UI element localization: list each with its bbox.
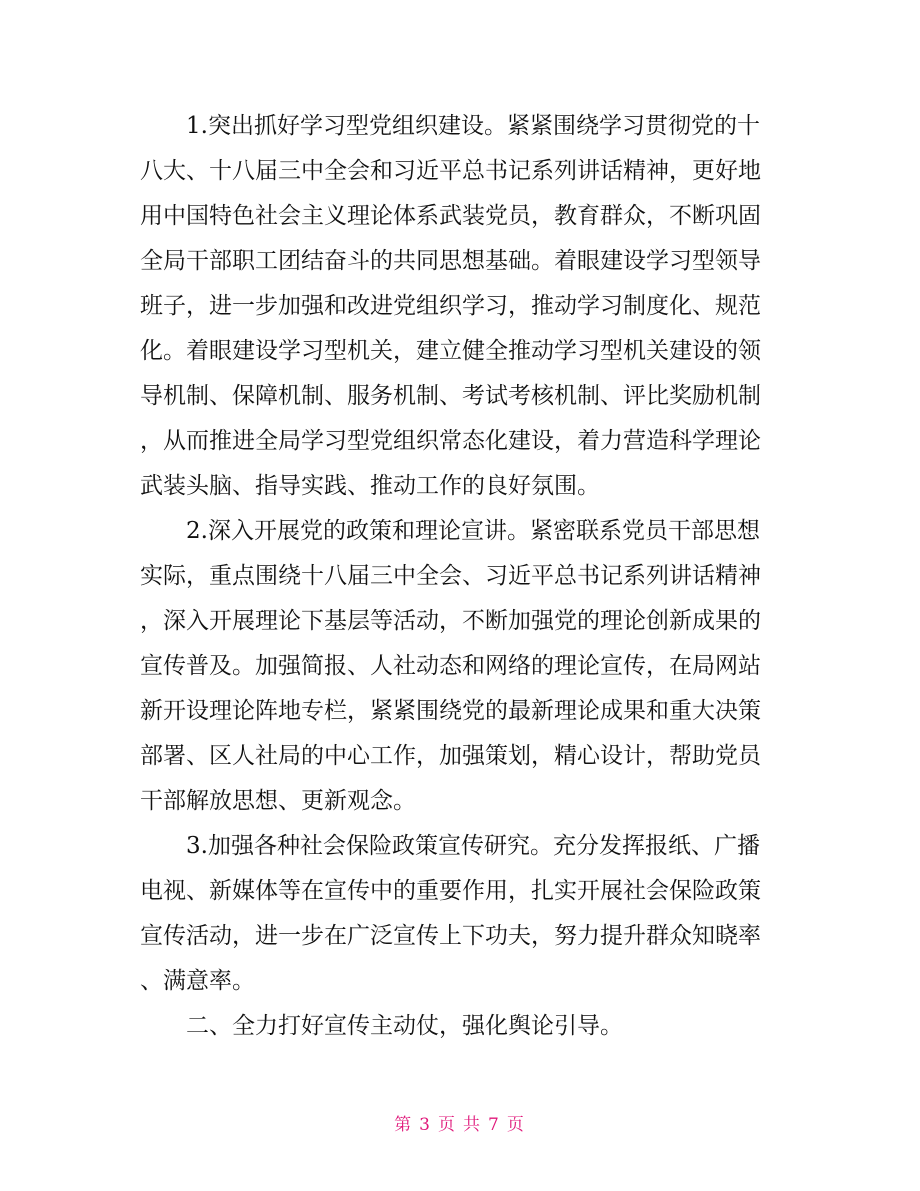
text-line: 化。着眼建设学习型机关，建立健全推动学习型机关建设的领 xyxy=(140,338,761,364)
footer-label-page: 页 xyxy=(438,1115,457,1135)
text-line: 部署、区人社局的中心工作，加强策划，精心设计，帮助党员 xyxy=(140,743,761,769)
page-footer xyxy=(0,1110,920,1135)
text-line: 2.深入开展党的政策和理论宣讲。紧密联系党员干部思想 xyxy=(140,518,760,544)
text-line: 干部解放思想、更新观念。 xyxy=(140,788,416,814)
text-line: 用中国特色社会主义理论体系武装党员，教育群众，不断巩固 xyxy=(140,203,761,229)
text-line: 实际，重点围绕十八届三中全会、习近平总书记系列讲话精神 xyxy=(140,563,761,589)
text-line: ，从而推进全局学习型党组织常态化建设，着力营造科学理论 xyxy=(140,428,761,454)
text-line: 、满意率。 xyxy=(140,968,255,994)
footer-total-pages: 7 xyxy=(488,1115,501,1135)
footer-label-suffix: 页 xyxy=(506,1115,526,1135)
document-body xyxy=(140,104,790,1049)
text-line: 武装头脑、指导实践、推动工作的良好氛围。 xyxy=(140,473,600,499)
text-line: 导机制、保障机制、服务机制、考试考核机制、评比奖励机制 xyxy=(140,383,761,409)
text-line: 1.突出抓好学习型党组织建设。紧紧围绕学习贯彻党的十 xyxy=(140,113,760,139)
text-line: 3.加强各种社会保险政策宣传研究。充分发挥报纸、广播 xyxy=(140,833,760,859)
text-line: 全局干部职工团结奋斗的共同思想基础。着眼建设学习型领导 xyxy=(140,248,761,274)
footer-label-total: 共 xyxy=(463,1115,482,1135)
text-line: ，深入开展理论下基层等活动，不断加强党的理论创新成果的 xyxy=(140,608,761,634)
text-line: 二、全力打好宣传主动仗，强化舆论引导。 xyxy=(140,1013,623,1039)
footer-page-number: 3 xyxy=(419,1115,432,1135)
text-line: 八大、十八届三中全会和习近平总书记系列讲话精神，更好地 xyxy=(140,158,761,184)
footer-label-prefix: 第 xyxy=(394,1115,414,1135)
text-line: 宣传活动，进一步在广泛宣传上下功夫，努力提升群众知晓率 xyxy=(140,923,761,949)
text-line: 电视、新媒体等在宣传中的重要作用，扎实开展社会保险政策 xyxy=(140,878,761,904)
text-line: 新开设理论阵地专栏，紧紧围绕党的最新理论成果和重大决策 xyxy=(140,698,761,724)
text-line: 班子，进一步加强和改进党组织学习，推动学习制度化、规范 xyxy=(140,293,761,319)
text-line: 宣传普及。加强简报、人社动态和网络的理论宣传，在局网站 xyxy=(140,653,761,679)
